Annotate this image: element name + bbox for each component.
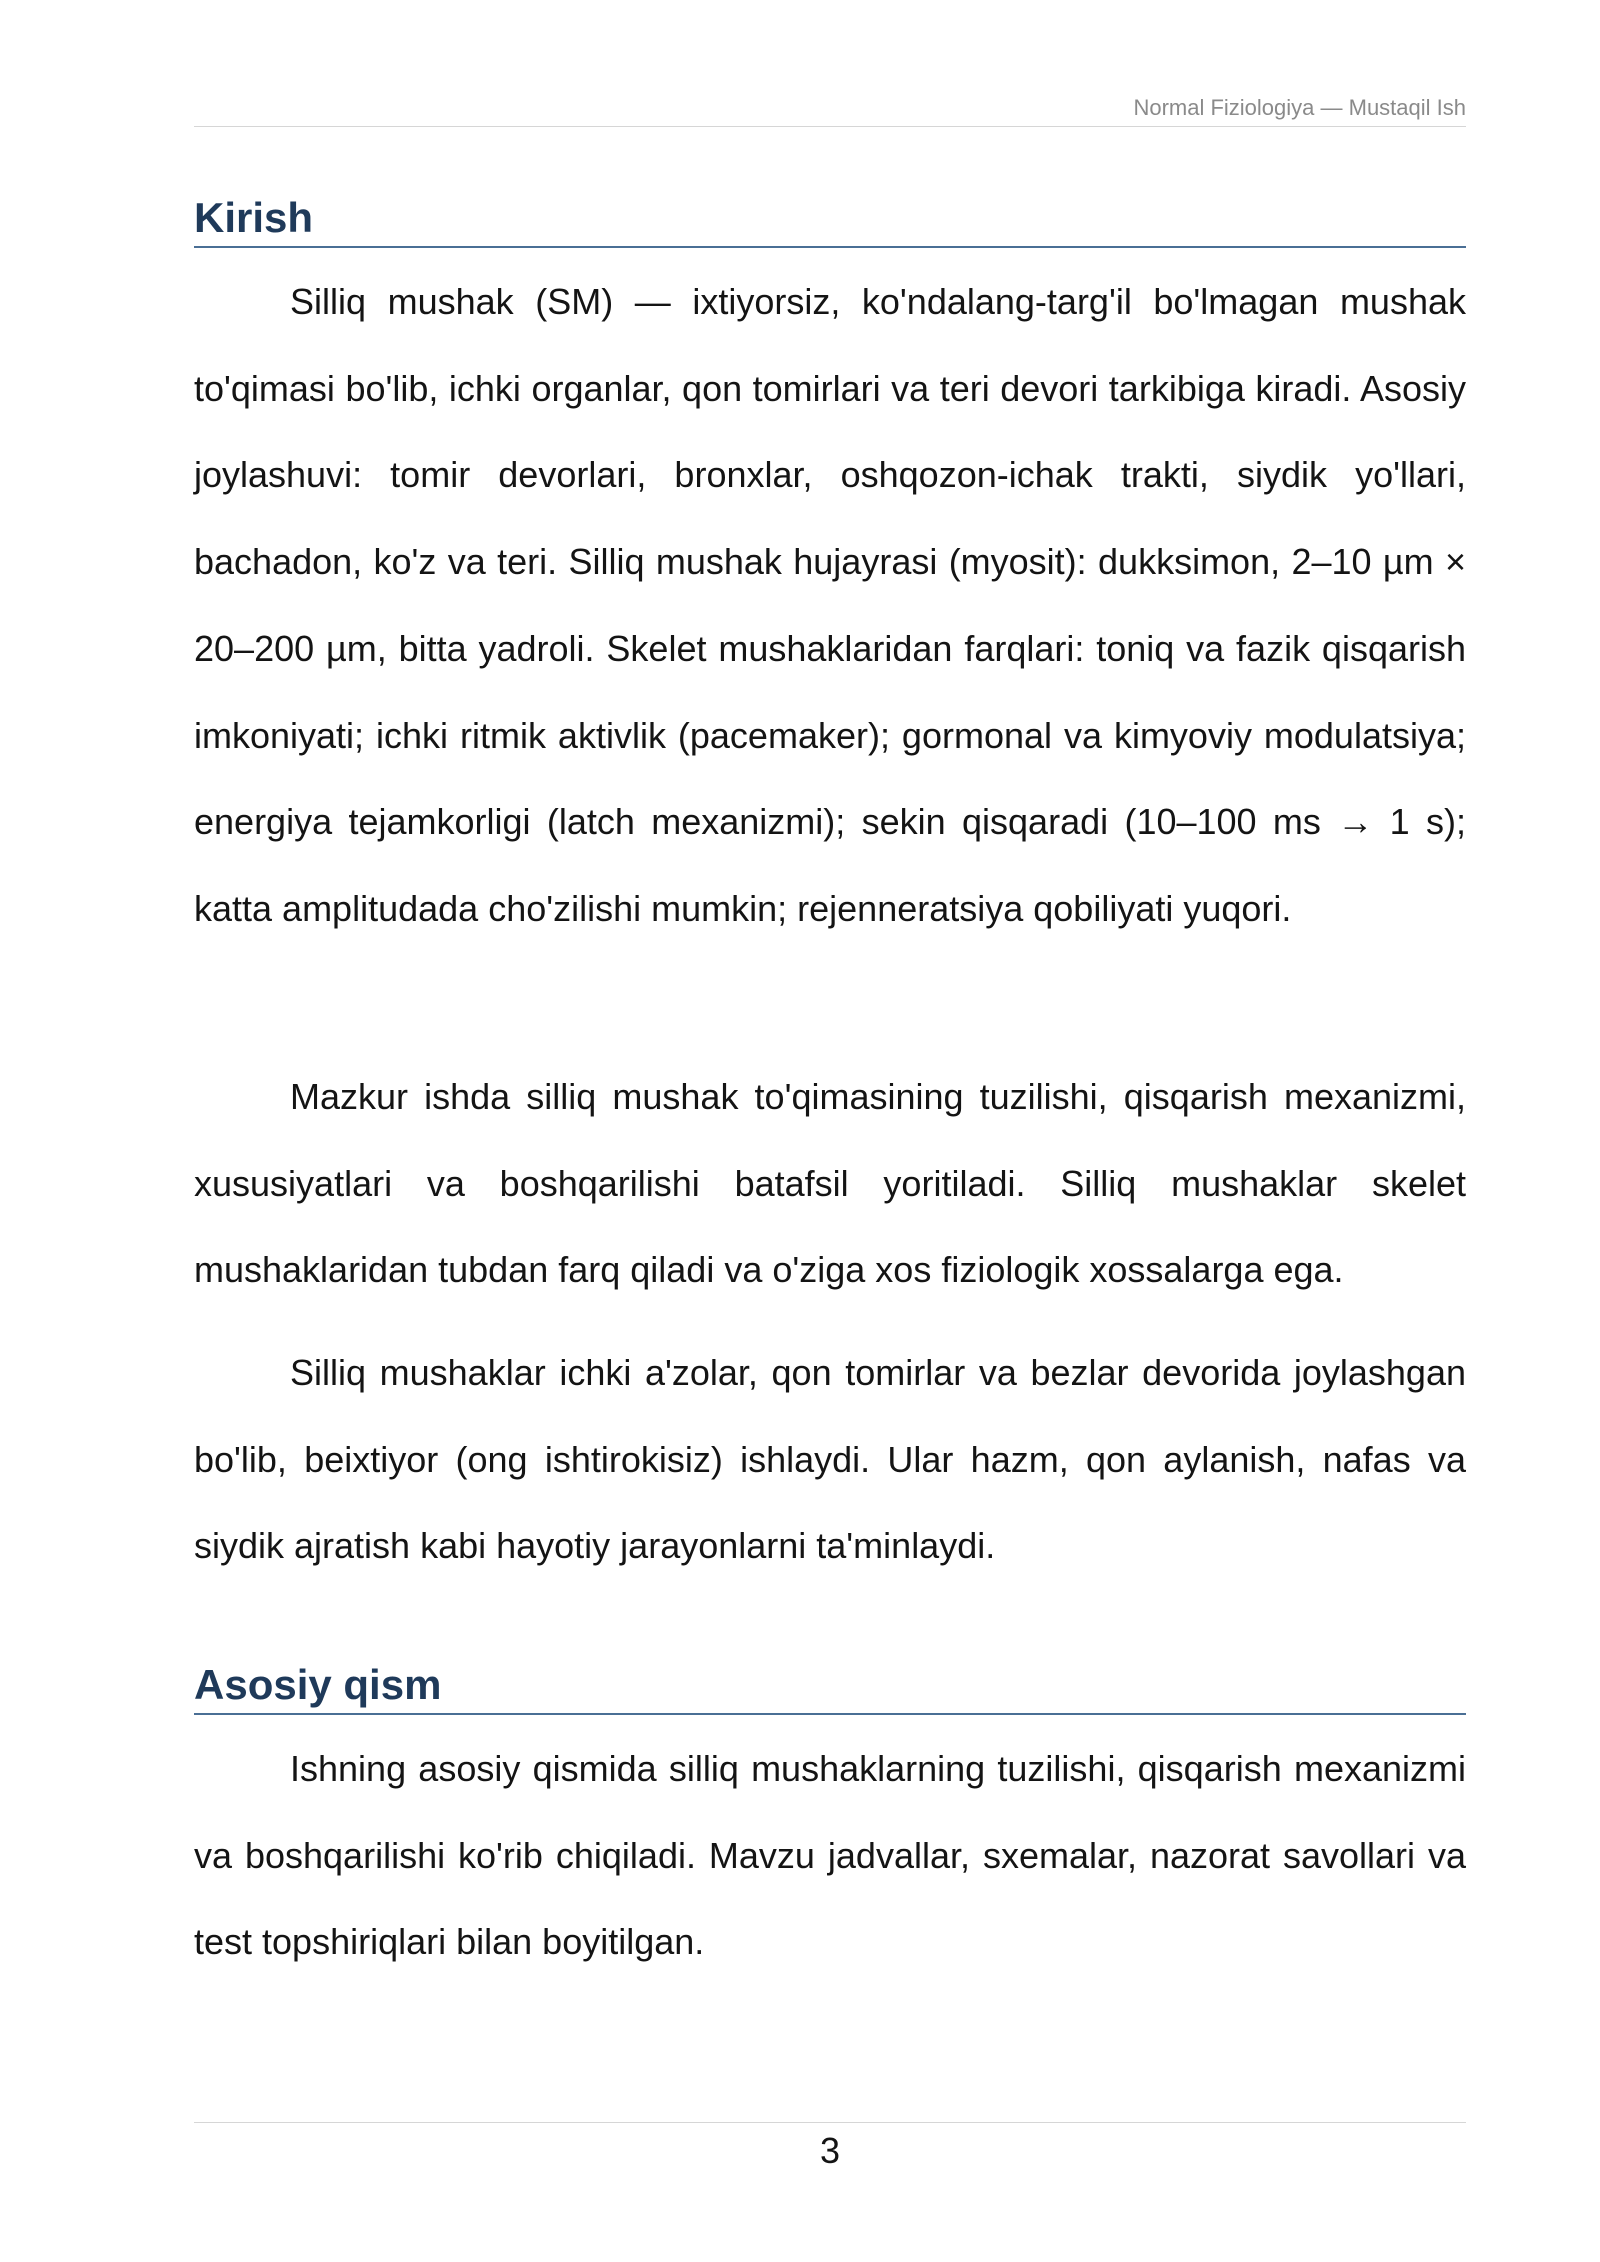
intro-paragraph-2: Mazkur ishda silliq mushak to'qimasining tuzilishi, qisqarish mexanizmi, xususiyatlari va boshqarilishi batafsil yoritiladi. Silliq mushaklar skelet mushaklaridan tubdan farq qiladi va o'ziga xos fiziologik xossalarga ega. [194, 1076, 1466, 1291]
main-paragraph-1: Ishning asosiy qismida silliq mushaklarning tuzilishi, qisqarish mexanizmi va boshqarilishi ko'rib chiqiladi. Mavzu jadvallar, sxemalar, nazorat savollari va test topshiriqlari bilan boyitilgan. [194, 1748, 1466, 1963]
section-title-kirish: Kirish [194, 190, 1466, 248]
running-header: Normal Fiziologiya — Mustaqil Ish [1133, 95, 1466, 120]
intro-paragraph-1: Silliq mushak (SM) — ixtiyorsiz, ko'ndalang-targ'il bo'lmagan mushak to'qimasi bo'lib, ichki organlar, qon tomirlari va teri devori tarkibiga kiradi. Asosiy joylashuvi: tomir devorlari, bronxlar, oshqozon-ichak trakti, siydik yo'llari, bachadon, ko'z va teri. Silliq mushak hujayrasi (myosit): dukksimon, 2–10 µm × 20–200 µm, bitta yadroli. Skelet mushaklaridan farqlari: toniq va fazik qisqarish imkoniyati; ichki ritmik aktivlik (pacemaker); gormonal va kimyoviy modulatsiya; energiya tejamkorligi (latch mexanizmi); sekin qisqaradi (10–100 ms → 1 s); katta amplitudada cho'zilishi mumkin; rejenneratsiya qobiliyati yuqori. [194, 281, 1466, 929]
intro-paragraph-3: Silliq mushaklar ichki a'zolar, qon tomirlar va bezlar devorida joylashgan bo'lib, beixtiyor (ong ishtirokisiz) ishlaydi. Ular hazm, qon aylanish, nafas va siydik ajratish kabi hayotiy jarayonlarni ta'minlaydi. [194, 1352, 1466, 1567]
page-number: 3 [819, 2130, 841, 2171]
header-divider [194, 126, 1466, 127]
section-title-asosiy-qism: Asosiy qism [194, 1657, 1466, 1715]
footer-divider [194, 2122, 1466, 2123]
